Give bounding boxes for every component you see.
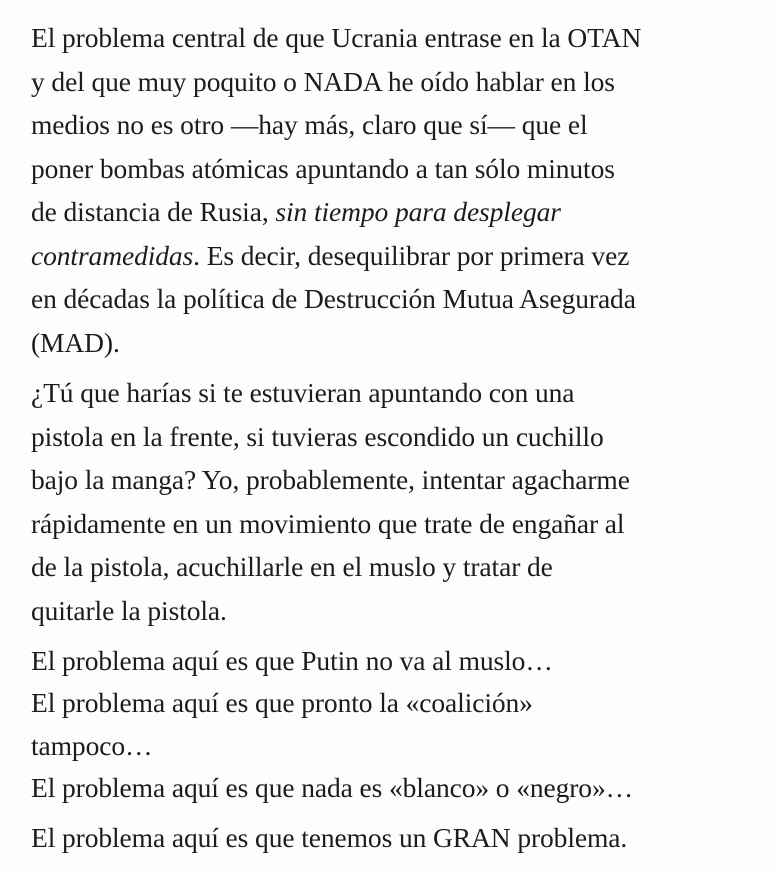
paragraph-nato-problem (31, 16, 775, 364)
text-line: y del que muy poquito o NADA he oído hablar en los (31, 65, 615, 97)
text-line-mixed (31, 190, 775, 234)
text-line: quitarle la pistola. (31, 594, 227, 626)
italic-text-run: sin tiempo para desplegar (275, 196, 561, 227)
paragraph-pistol-analogy (31, 371, 775, 632)
text-line: ¿Tú que harías si te estuvieran apuntando con una (31, 377, 575, 408)
text-line: rápidamente en un movimiento que trate de engañar al (31, 507, 625, 539)
text-run: de distancia de Rusia, (31, 196, 276, 227)
text-line: El problema aquí es que tenemos un GRAN problema. (31, 822, 628, 853)
text-line: poner bombas atómicas apuntando a tan sólo minutos (31, 152, 615, 184)
text-line: bajo la manga? Yo, probablemente, intentar agacharme (31, 464, 630, 495)
text-line: (MAD). (31, 326, 120, 358)
text-line: en décadas la política de Destrucción Mutua Asegurada (31, 283, 636, 314)
text-line: El problema central de que Ucrania entrase en la OTAN (31, 22, 642, 53)
text-line: pistola en la frente, si tuvieras escondido un cuchillo (31, 420, 604, 452)
text-line: medios no es otro —hay más, claro que sí— que el (31, 109, 588, 140)
italic-text-run: contramedidas (31, 239, 194, 271)
text-line: tampoco… (31, 730, 153, 761)
text-run: . Es decir, desequilibrar por primera vez (193, 239, 630, 271)
text-line: El problema aquí es que Putin no va al muslo… (31, 645, 553, 676)
text-line: de la pistola, acuchillarle en el muslo y tratar de (31, 551, 553, 582)
paragraph-conclusion (31, 816, 775, 860)
text-line: El problema aquí es que pronto la «coalición» (31, 686, 533, 718)
paragraph-problem-list (31, 639, 775, 809)
text-line-mixed (31, 234, 775, 278)
text-line: El problema aquí es que nada es «blanco» o «negro»… (31, 771, 634, 803)
